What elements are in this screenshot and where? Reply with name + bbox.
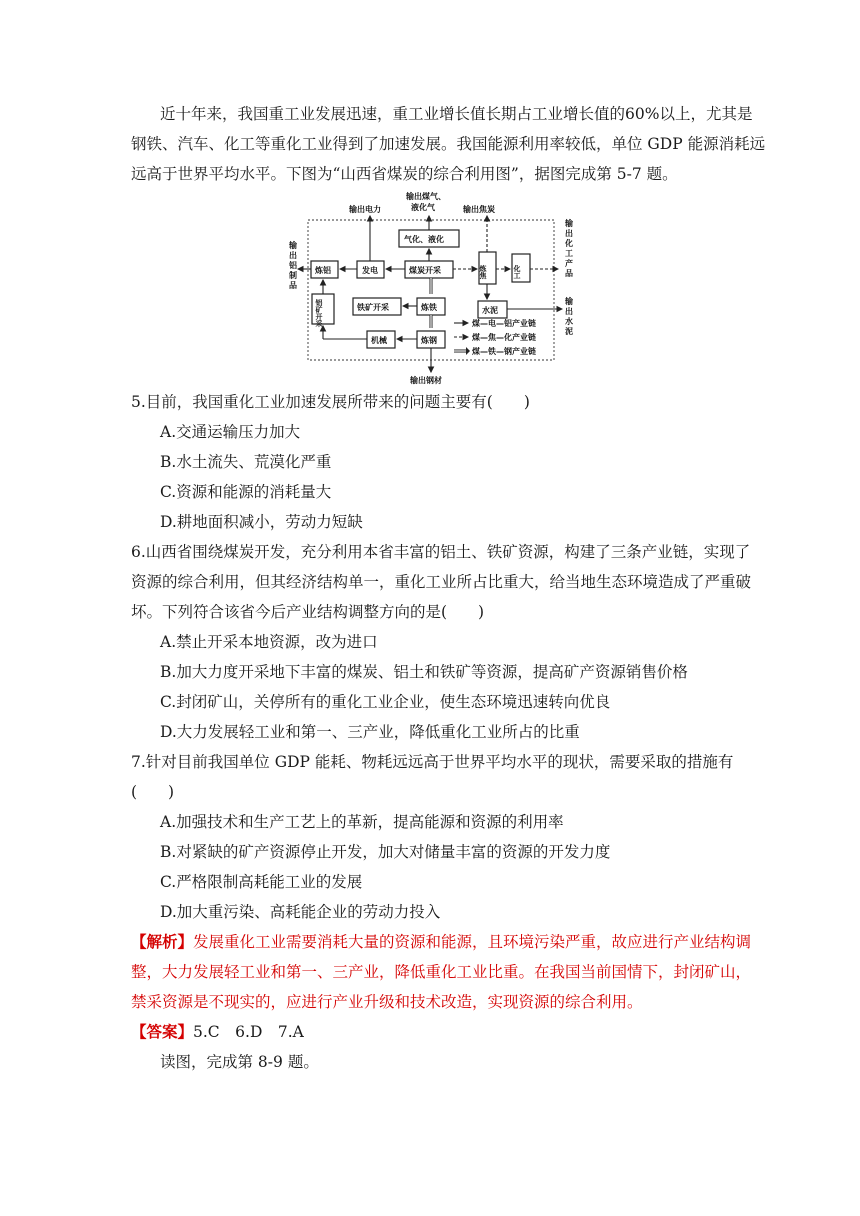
box-gasify: 气化、液化 [404,235,444,244]
box-power: 发电 [362,266,378,275]
q6-option-c: C.封闭矿山，关停所有的重化工业企业，使生态环境迅速转向优良 [160,693,611,711]
q6-stem-1: 6.山西省围绕煤炭开发，充分利用本省丰富的铝土、铁矿资源，构建了三条产业链，实现了 [131,543,751,561]
analysis-tag: 【解析】 [131,932,194,951]
export-al-label [288,240,297,290]
q7-option-a: A.加强技术和生产工艺上的革新，提高能源和资源的利用率 [160,813,564,831]
export-chem-label [564,218,573,278]
export-power-label: 输出电力 [349,205,381,214]
analysis-line-3: 禁采资源是不现实的，应进行产业升级和技术改造，实现资源的综合利用。 [131,993,643,1011]
intro-line-1: 近十年来，我国重工业发展迅速，重工业增长值长期占工业增长值的60%以上，尤其是 [160,105,753,123]
svg-text:泥: 泥 [565,327,573,336]
box-coal: 煤炭开采 [409,266,441,275]
intro-line-2: 钢铁、汽车、化工等重化工业得到了加速发展。我国能源利用率较低，单位 GDP 能源消耗远 [131,135,766,153]
box-iron-mine: 铁矿开采 [357,303,389,312]
svg-text:化: 化 [565,239,573,248]
analysis-line-1 [131,927,751,957]
box-cement: 水泥 [482,306,498,315]
box-iron-smelt: 炼铁 [421,303,437,312]
q6-stem-2: 资源的综合利用，但其经济结构单一，重化工业所占比重大，给当地生态环境造成了严重破 [131,573,752,591]
svg-text:工: 工 [565,249,573,258]
q5-option-a: A.交通运输压力加大 [160,423,301,441]
q7-option-b: B.对紧缺的矿产资源停止开发，加大对储量丰富的资源的开发力度 [160,843,611,861]
legend-chain-3: 煤—铁—钢产业链 [472,347,536,356]
q6-option-b: B.加大力度开采地下丰富的煤炭、铝土和铁矿等资源，提高矿产资源销售价格 [160,663,688,681]
export-cement-label [564,296,573,336]
intro-line-3: 远高于世界平均水平。下图为“山西省煤炭的综合利用图”，据图完成第 5-7 题。 [131,165,678,183]
svg-text:产: 产 [565,259,573,268]
q5-option-b: B.水土流失、荒漠化严重 [160,453,332,471]
legend-chain-2: 煤—焦—化产业链 [472,333,536,342]
q7-option-c: C.严格限制高耗能工业的发展 [160,873,363,891]
q7-option-d: D.加大重污染、高耗能企业的劳动力投入 [160,903,441,921]
box-coke: 炼焦 [479,265,487,279]
q6-option-d: D.大力发展轻工业和第一、三产业，降低重化工业所占的比重 [160,723,580,741]
svg-text:制: 制 [289,271,297,280]
export-gas-label-2: 液化气 [411,203,435,212]
q5-stem: 5.目前，我国重化工业加速发展所带来的问题主要有( ) [131,393,530,411]
svg-text:品: 品 [565,269,573,278]
svg-text:输: 输 [565,297,573,306]
answer-tag: 【答案】 [131,1022,194,1041]
answer-line [131,1017,304,1047]
svg-text:出: 出 [565,229,573,238]
box-chem: 化工 [513,265,521,279]
analysis-text-1: 发展重化工业需要消耗大量的资源和能源，且环境污染严重，故应进行产业结构调 [193,933,752,951]
box-bauxite: 铝矿开采 [315,299,323,327]
export-steel-label: 输出钢材 [410,376,442,385]
svg-text:铝: 铝 [289,261,297,270]
legend-chain-1: 煤—电—铝产业链 [472,319,536,328]
q5-option-c: C.资源和能源的消耗量大 [160,483,332,501]
svg-text:品: 品 [289,281,297,290]
box-steel: 炼钢 [421,336,437,345]
q6-option-a: A.禁止开采本地资源，改为进口 [160,633,378,651]
export-coke-label: 输出焦炭 [463,205,495,214]
next-instruction: 读图，完成第 8-9 题。 [160,1053,319,1071]
diagram-legend [454,318,536,356]
q5-option-d: D.耕地面积减小，劳动力短缺 [160,513,363,531]
analysis-line-2: 整，大力发展轻工业和第一、三产业，降低重化工业比重。在我国当前国情下，封闭矿山， [131,963,752,981]
answer-text: 5.C 6.D 7.A [193,1023,304,1041]
coal-utilization-diagram [286,186,582,386]
svg-text:输: 输 [565,219,573,228]
svg-text:出: 出 [289,251,297,260]
q7-stem-1: 7.针对目前我国单位 GDP 能耗、物耗远远高于世界平均水平的现状，需要采取的措施有 [131,753,734,771]
svg-text:输: 输 [289,241,297,250]
box-al-smelt: 炼铝 [315,266,331,275]
svg-text:出: 出 [565,307,573,316]
export-gas-label-1: 输出煤气、 [406,192,446,201]
q6-stem-3: 坏。下列符合该省今后产业结构调整方向的是( ) [131,603,485,621]
q7-stem-2: ( ) [131,783,175,801]
box-machinery: 机械 [371,336,387,345]
svg-text:水: 水 [565,317,573,326]
